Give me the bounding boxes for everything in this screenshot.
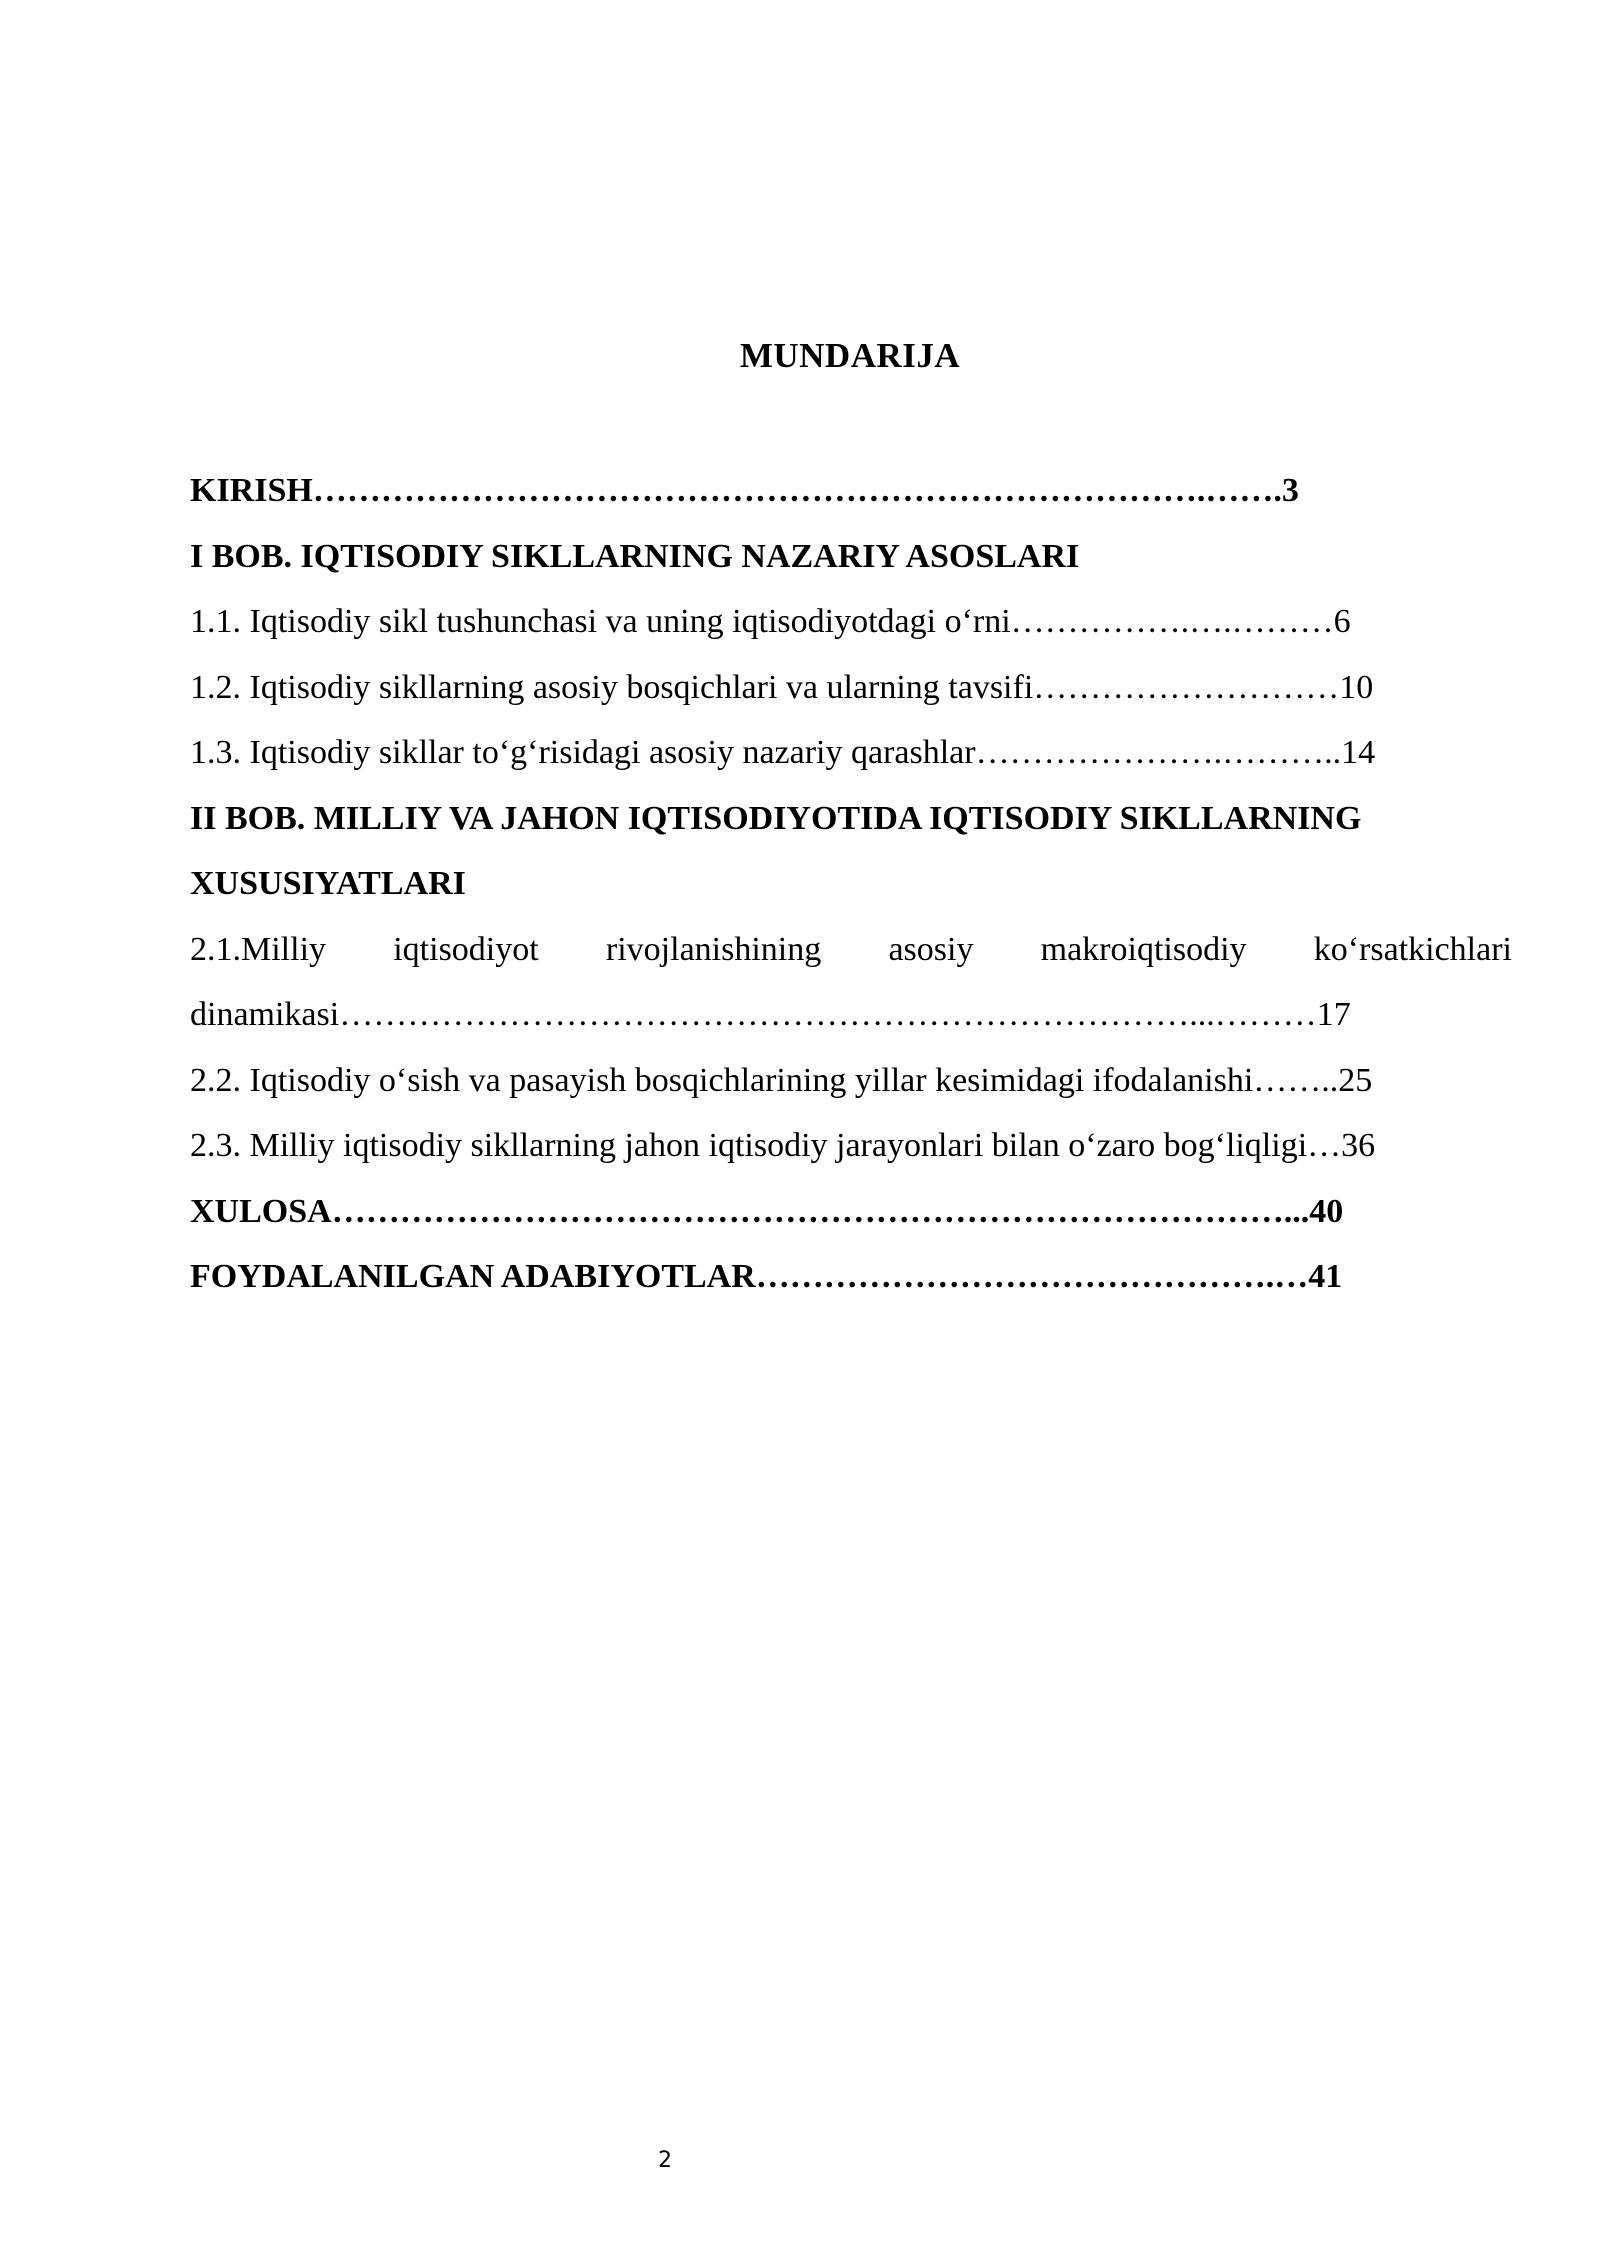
toc-entry-1-1[interactable]: 1.1. Iqtisodiy sikl tushunchasi va uning iqtisodiyotdagi o‘rni…………….….………6 [190,603,1351,640]
toc-word: asosiy [888,930,974,968]
toc-entry-2-1-line-2[interactable]: dinamikasi…………………………………………………………………...………17 [190,996,1351,1033]
toc-entry-2-2[interactable]: 2.2. Iqtisodiy o‘sish va pasayish bosqichlarining yillar kesimidagi ifodalanishi……..25 [190,1061,1373,1099]
toc-entry-kirish[interactable]: KIRISH…………………………………………………………………….…….3 [190,472,1299,509]
toc-entry-1-3[interactable]: 1.3. Iqtisodiy sikllar to‘g‘risidagi asosiy nazariy qarashlar………………….………..14 [190,734,1376,771]
toc-entry-1-2[interactable]: 1.2. Iqtisodiy sikllarning asosiy bosqichlari va ularning tavsifi………………………10 [190,668,1374,706]
toc-chapter-2-title-line-1[interactable]: II BOB. MILLIY VA JAHON IQTISODIYOTIDA IQTISODIY SIKLLARNING [190,799,1362,837]
toc-chapter-2-title-line-2[interactable]: XUSUSIYATLARI [190,865,466,902]
toc-entry-adabiyotlar[interactable]: FOYDALANILGAN ADABIYOTLAR……………………………………….…41 [190,1258,1343,1295]
page-title: MUNDARIJA [739,336,961,375]
table-of-contents [190,458,1512,1310]
toc-word: rivojlanishining [605,930,822,968]
toc-entry-xulosa[interactable]: XULOSA…………………………………………………………………………...40 [190,1192,1344,1230]
toc-word: ko‘rsatkichlari [1313,930,1512,968]
toc-word: iqtisodiyot [393,930,539,968]
toc-word: 2.1.Milliy [190,930,327,968]
page-number: 2 [658,2148,672,2173]
toc-entry-2-1-line-1[interactable] [190,917,1512,983]
toc-entry-2-3[interactable]: 2.3. Milliy iqtisodiy sikllarning jahon iqtisodiy jarayonlari bilan o‘zaro bog‘liqligi…36 [190,1127,1376,1164]
toc-chapter-1-title[interactable]: I BOB. IQTISODIY SIKLLARNING NAZARIY ASOSLARI [190,537,1080,575]
toc-word: makroiqtisodiy [1040,930,1247,968]
